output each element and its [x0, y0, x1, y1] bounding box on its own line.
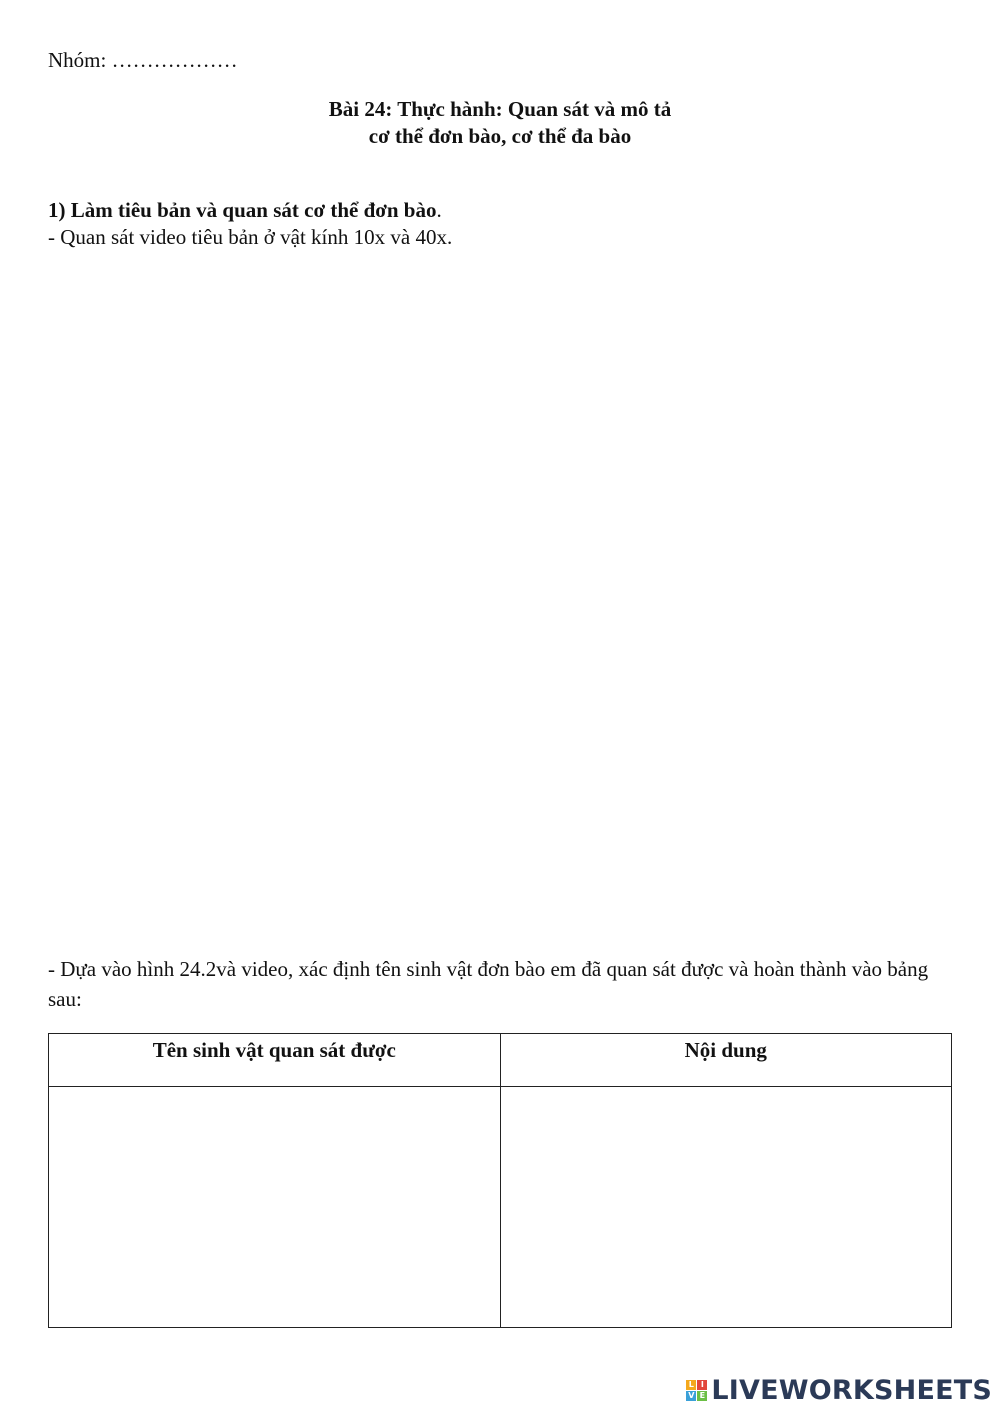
- logo-letter-v: V: [688, 1391, 695, 1400]
- worksheet-title-line-2: cơ thể đơn bào, cơ thể đa bào: [368, 124, 632, 148]
- worksheet-title-line-1: Bài 24: Thực hành: Quan sát và mô tả: [328, 97, 672, 121]
- table-row: [49, 1087, 952, 1328]
- section-1-heading-text: 1) Làm tiêu bản và quan sát cơ thể đơn bào: [48, 198, 437, 222]
- live-block-icon: [686, 1380, 707, 1401]
- answer-cell-content[interactable]: [500, 1087, 952, 1328]
- section-1-instruction: - Quan sát video tiêu bản ở vật kính 10x và 40x.: [48, 225, 453, 249]
- logo-letter-i: I: [697, 1380, 707, 1390]
- logo-wordmark: LIVEWORKSHEETS: [711, 1375, 992, 1406]
- logo-letter-e: E: [697, 1391, 707, 1401]
- table-instruction: - Dựa vào hình 24.2và video, xác định tên sinh vật đơn bào em đã quan sát được và hoàn thành vào bảng sau:: [48, 957, 929, 1011]
- answer-table: [48, 1033, 952, 1328]
- column-header-organism-name: Tên sinh vật quan sát được: [49, 1034, 501, 1087]
- answer-cell-organism-name[interactable]: [49, 1087, 501, 1328]
- liveworksheets-logo: [686, 1375, 992, 1406]
- answer-table-header-row: [49, 1034, 952, 1087]
- section-1-heading-period: .: [436, 198, 442, 222]
- group-name-line: Nhóm: ………………: [48, 48, 238, 72]
- logo-letter-l: L: [686, 1380, 696, 1390]
- column-header-content: Nội dung: [500, 1034, 952, 1087]
- section-1-heading: [48, 198, 442, 223]
